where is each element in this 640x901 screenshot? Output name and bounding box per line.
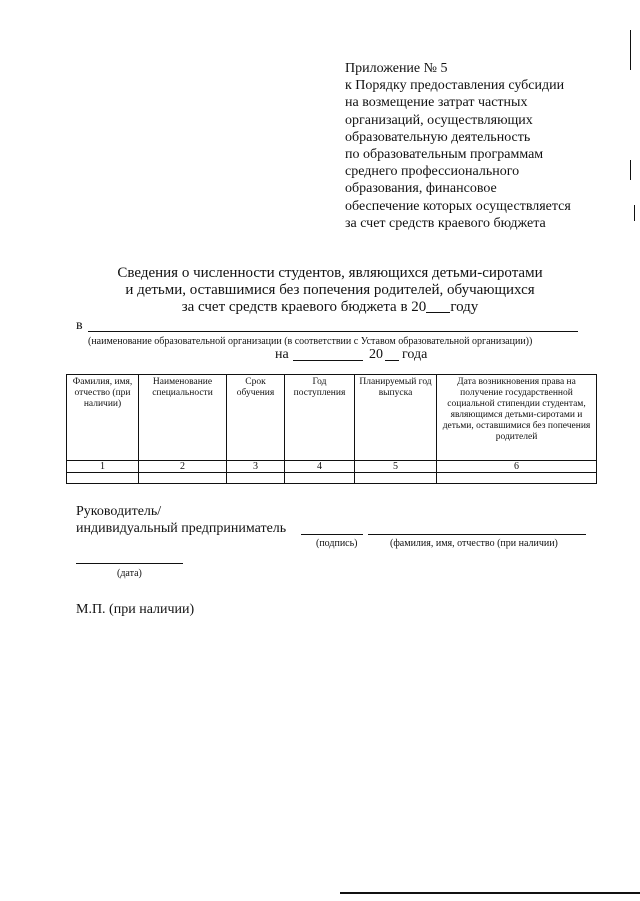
scan-edge-mark <box>630 160 631 180</box>
column-number: 2 <box>139 461 227 473</box>
table-cell[interactable] <box>139 473 227 484</box>
column-number: 4 <box>285 461 355 473</box>
appendix-line: к Порядку предоставления субсидии <box>345 78 565 94</box>
document-title <box>60 265 600 316</box>
signature-field[interactable] <box>301 534 363 535</box>
appendix-line: среднего профессионального <box>345 164 520 180</box>
signature-role-line-1: Руководитель/ <box>76 504 162 519</box>
header-stipend-right-date: Дата возникновения права на получение государственной социальной стипендии студентам, являющимся детьми-сиротами и детьми, оставшимися без попечения родителей <box>437 375 597 461</box>
column-number: 1 <box>67 461 139 473</box>
date-year-field[interactable] <box>385 360 399 361</box>
date-day-month-field[interactable] <box>293 360 363 361</box>
table-header-row <box>67 375 597 461</box>
signing-date-caption: (дата) <box>117 568 142 579</box>
appendix-line: образовательную деятельность <box>345 129 531 145</box>
title-line-1: Сведения о численности студентов, являющихся детьми-сиротами <box>117 265 543 281</box>
appendix-line: образования, финансовое <box>345 181 497 197</box>
column-number: 6 <box>437 461 597 473</box>
appendix-line: организаций, осуществляющих <box>345 112 533 128</box>
appendix-line: за счет средств краевого бюджета <box>345 215 546 231</box>
date-prefix: на <box>275 347 289 362</box>
org-name-field[interactable] <box>88 331 578 332</box>
date-suffix: года <box>402 347 428 362</box>
title-line-3 <box>60 299 600 316</box>
appendix-line: на возмещение затрат частных <box>345 95 528 111</box>
column-number: 3 <box>227 461 285 473</box>
table-cell[interactable] <box>285 473 355 484</box>
signing-date-field[interactable] <box>76 563 183 564</box>
title-line-3-suffix: году <box>450 299 479 315</box>
title-line-2: и детьми, оставшимися без попечения родителей, обучающихся <box>125 282 535 298</box>
header-duration: Срок обучения <box>227 375 285 461</box>
students-table <box>66 374 597 484</box>
header-full-name: Фамилия, имя, отчество (при наличии) <box>67 375 139 461</box>
header-specialty: Наименование специальности <box>139 375 227 461</box>
table-row <box>67 473 597 484</box>
appendix-line: обеспечение которых осуществляется <box>345 198 571 214</box>
year-blank[interactable] <box>426 299 450 313</box>
full-name-caption: (фамилия, имя, отчество (при наличии) <box>390 538 558 549</box>
org-caption: (наименование образовательной организации (в соответствии с Уставом образовательной организации)) <box>88 336 533 347</box>
title-line-3-prefix: за счет средств краевого бюджета в 20 <box>181 299 427 315</box>
date-year-prefix: 20 <box>369 347 383 362</box>
org-prefix: в <box>76 318 83 333</box>
table-cell[interactable] <box>227 473 285 484</box>
appendix-line: по образовательным программам <box>345 147 544 163</box>
table-number-row <box>67 461 597 473</box>
full-name-field[interactable] <box>368 534 586 535</box>
scan-bottom-edge <box>340 892 640 894</box>
header-admission-year: Год поступления <box>285 375 355 461</box>
table-cell[interactable] <box>67 473 139 484</box>
stamp-label: М.П. (при наличии) <box>76 602 195 617</box>
scan-edge-mark <box>634 205 635 221</box>
scan-edge-mark <box>630 30 631 70</box>
signature-role-line-2: индивидуальный предприниматель <box>76 521 287 536</box>
signature-caption: (подпись) <box>316 538 358 549</box>
appendix-block <box>345 60 635 232</box>
header-graduation-year: Планируемый год выпуска <box>355 375 437 461</box>
column-number: 5 <box>355 461 437 473</box>
table-cell[interactable] <box>355 473 437 484</box>
table-cell[interactable] <box>437 473 597 484</box>
appendix-line: Приложение № 5 <box>345 61 448 76</box>
